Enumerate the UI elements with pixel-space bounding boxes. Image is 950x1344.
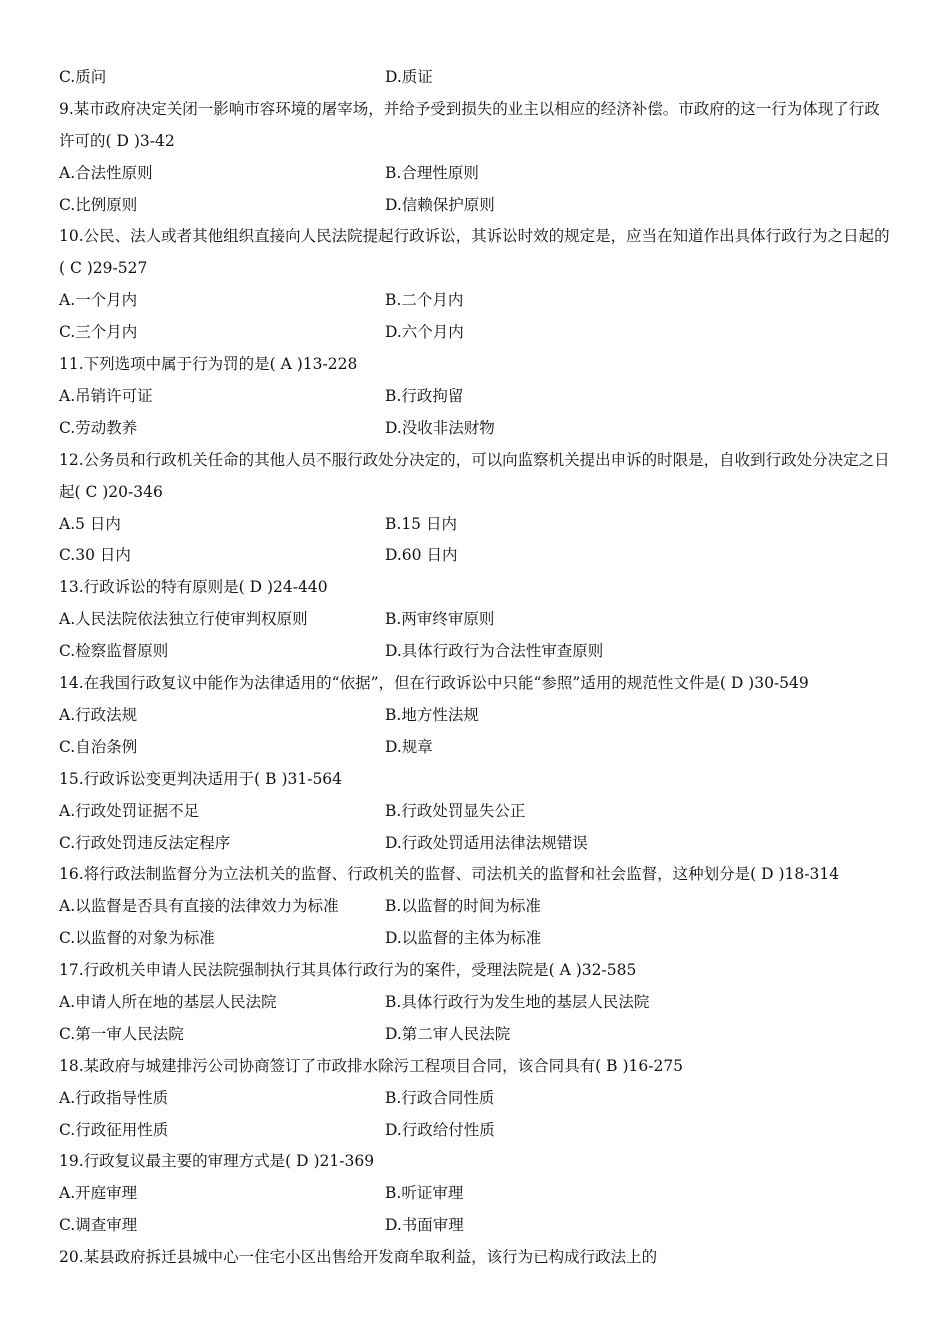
option-row	[59, 636, 894, 668]
option-right: B.具体行政行为发生地的基层人民法院	[385, 993, 650, 1012]
option-left: C.以监督的对象为标准	[59, 929, 215, 948]
option-row	[59, 828, 894, 860]
question-stem: 12.公务员和行政机关任命的其他人员不服行政处分决定的，可以向监察机关提出申诉的时限是，自收到行政处分决定之日起( C )20-346	[59, 450, 890, 501]
option-row	[59, 796, 894, 828]
option-left: A.吊销许可证	[59, 386, 153, 405]
option-left: A.合法性原则	[59, 163, 153, 182]
option-left: C.检察监督原则	[59, 642, 169, 661]
question-stem: 10.公民、法人或者其他组织直接向人民法院提起行政诉讼，其诉讼时效的规定是，应当在知道作出具体行政行为之日起的( C )29-527	[59, 227, 890, 278]
question-stem: 14.在我国行政复议中能作为法律适用的“依据”，但在行政诉讼中只能“参照”适用的规范性文件是( D )30-549	[59, 674, 809, 693]
question-stem: 17.行政机关申请人民法院强制执行其具体行政行为的案件，受理法院是( A )32-585	[59, 961, 637, 980]
option-left: A.行政处罚证据不足	[59, 801, 200, 820]
option-right: B.合理性原则	[385, 163, 479, 182]
option-left: C.自治条例	[59, 737, 138, 756]
option-right: D.以监督的主体为标准	[385, 929, 542, 948]
question-stem: 15.行政诉讼变更判决适用于( B )31-564	[59, 769, 343, 788]
question-stem: 13.行政诉讼的特有原则是( D )24-440	[59, 578, 328, 597]
option-right: B.行政处罚显失公正	[385, 801, 526, 820]
option-left: C.比例原则	[59, 195, 138, 214]
option-left: A.申请人所在地的基层人民法院	[59, 993, 277, 1012]
option-row	[59, 1019, 894, 1051]
question-stem: 20.某县政府拆迁县城中心一住宅小区出售给开发商牟取利益，该行为已构成行政法上的	[59, 1248, 658, 1267]
option-left: A.开庭审理	[59, 1184, 138, 1203]
option-right: B.二个月内	[385, 291, 464, 310]
option-left: C.第一审人民法院	[59, 1024, 184, 1043]
option-left: A.一个月内	[59, 291, 138, 310]
option-right: B.15 日内	[385, 514, 457, 533]
option-row	[59, 604, 894, 636]
option-row	[59, 1083, 894, 1115]
question-stem: 11.下列选项中属于行为罚的是( A )13-228	[59, 355, 358, 374]
option-row	[59, 700, 894, 732]
option-left: A.5 日内	[59, 514, 121, 533]
option-right: D.第二审人民法院	[385, 1024, 511, 1043]
question-stem: 16.将行政法制监督分为立法机关的监督、行政机关的监督、司法机关的监督和社会监督，这种划分是( D )18-314	[59, 865, 840, 884]
option-row	[59, 891, 894, 923]
option-right: D.没收非法财物	[385, 418, 495, 437]
question-stem: 9.某市政府决定关闭一影响市容环境的屠宰场，并给予受到损失的业主以相应的经济补偿。市政府的这一行为体现了行政许可的( D )3-42	[59, 99, 880, 150]
option-right: D.行政给付性质	[385, 1120, 495, 1139]
option-row	[59, 285, 894, 317]
option-row	[59, 381, 894, 413]
option-row	[59, 190, 894, 222]
option-row	[59, 540, 894, 572]
option-left: A.行政指导性质	[59, 1088, 169, 1107]
question-stem: 18.某政府与城建排污公司协商签订了市政排水除污工程项目合同，该合同具有( B )16-275	[59, 1056, 684, 1075]
option-right: D.质证	[385, 68, 433, 86]
option-right: B.行政拘留	[385, 386, 464, 405]
option-left: C.行政处罚违反法定程序	[59, 833, 231, 852]
option-left: A.以监督是否具有直接的法律效力为标准	[59, 897, 339, 916]
option-right: D.六个月内	[385, 323, 464, 342]
option-right: D.60 日内	[385, 546, 458, 565]
option-left: C.三个月内	[59, 323, 138, 342]
option-left: C.劳动教养	[59, 418, 138, 437]
option-right: B.两审终审原则	[385, 610, 495, 629]
option-row	[59, 509, 894, 541]
option-row	[59, 413, 894, 445]
option-row	[59, 1178, 894, 1210]
option-left: C.调查审理	[59, 1216, 138, 1235]
option-right: D.行政处罚适用法律法规错误	[385, 833, 588, 852]
option-left: A.人民法院依法独立行使审判权原则	[59, 610, 308, 629]
option-right: D.规章	[385, 737, 433, 756]
option-right: B.以监督的时间为标准	[385, 897, 541, 916]
option-left: C.30 日内	[59, 546, 131, 565]
option-right: D.具体行政行为合法性审查原则	[385, 642, 604, 661]
option-left: C.质问	[59, 68, 107, 86]
option-left: C.行政征用性质	[59, 1120, 169, 1139]
option-row	[59, 158, 894, 190]
option-row	[59, 62, 894, 94]
question-stem: 19.行政复议最主要的审理方式是( D )21-369	[59, 1152, 375, 1171]
option-right: B.行政合同性质	[385, 1088, 495, 1107]
option-right: D.信赖保护原则	[385, 195, 495, 214]
option-right: D.书面审理	[385, 1216, 464, 1235]
option-row	[59, 923, 894, 955]
option-row	[59, 732, 894, 764]
option-row	[59, 987, 894, 1019]
option-right: B.地方性法规	[385, 705, 479, 724]
option-left: A.行政法规	[59, 705, 138, 724]
option-row	[59, 1115, 894, 1147]
option-row	[59, 1210, 894, 1242]
option-row	[59, 317, 894, 349]
option-right: B.听证审理	[385, 1184, 464, 1203]
